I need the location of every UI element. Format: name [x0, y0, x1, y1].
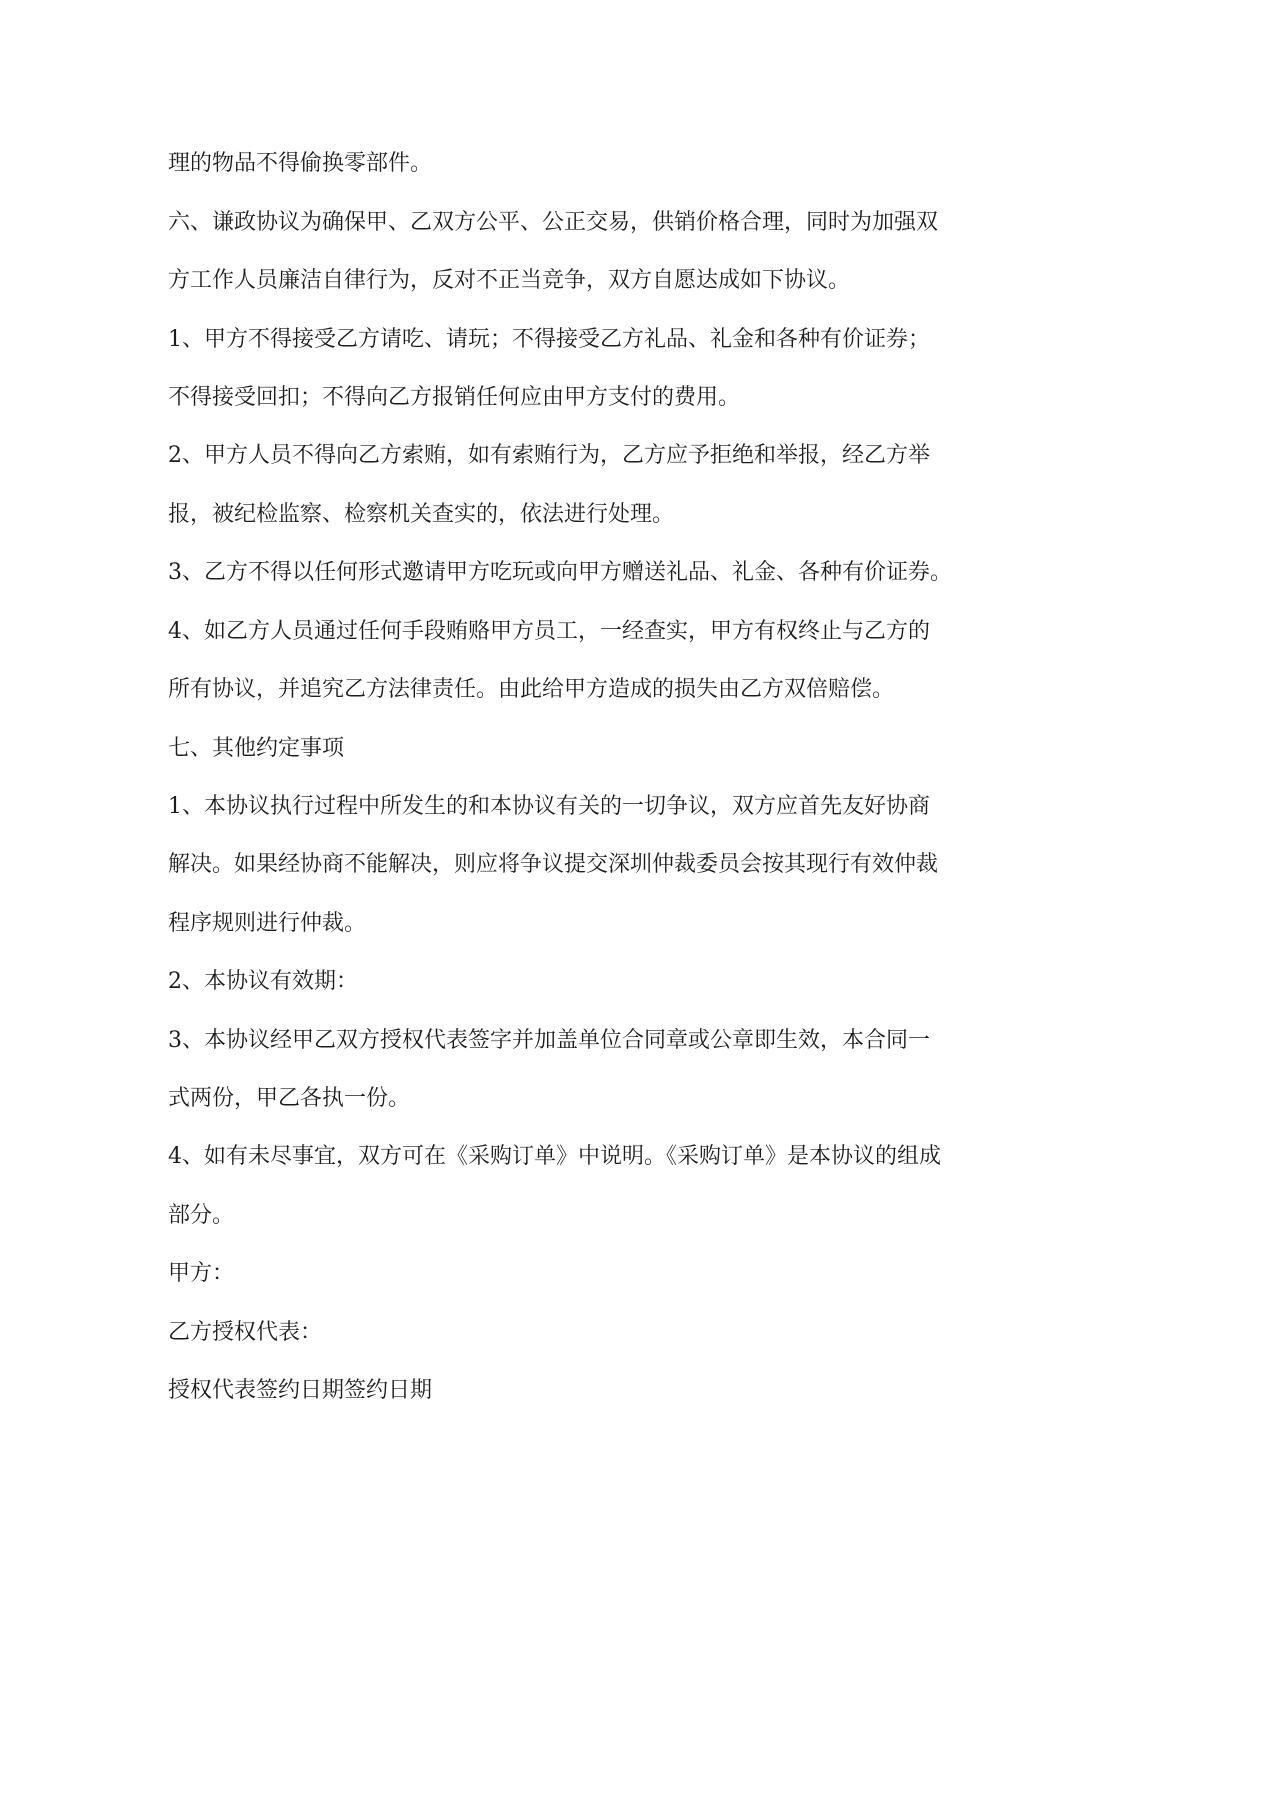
clause-6-4: 4、如乙方人员通过任何手段贿赂甲方员工，一经查实，甲方有权终止与乙方的: [168, 619, 930, 644]
clause-6-1: 1、甲方不得接受乙方请吃、请玩；不得接受乙方礼品、礼金和各种有价证券；: [168, 327, 930, 352]
clause-6-3: 3、乙方不得以任何形式邀请甲方吃玩或向甲方赠送礼品、礼金、各种有价证券。: [168, 560, 952, 585]
party-a-label: 甲方：: [168, 1261, 235, 1286]
clause-6-2: 2、甲方人员不得向乙方索贿，如有索贿行为，乙方应予拒绝和举报，经乙方举: [168, 443, 930, 468]
text-line: 报，被纪检监察、检察机关查实的，依法进行处理。: [168, 502, 675, 527]
clause-7-1: 1、本协议执行过程中所发生的和本协议有关的一切争议，双方应首先友好协商: [168, 794, 930, 819]
signing-date-label: 授权代表签约日期签约日期: [168, 1378, 433, 1403]
party-b-representative-label: 乙方授权代表：: [168, 1320, 323, 1345]
text-line: 理的物品不得偷换零部件。: [168, 151, 433, 176]
text-line: 式两份，甲乙各执一份。: [168, 1086, 411, 1111]
text-line: 方工作人员廉洁自律行为，反对不正当竞争，双方自愿达成如下协议。: [168, 268, 851, 293]
text-line: 解决。如果经协商不能解决，则应将争议提交深圳仲裁委员会按其现行有效仲裁: [168, 852, 939, 877]
section-seven-heading: 七、其他约定事项: [168, 736, 345, 761]
text-line: 不得接受回扣；不得向乙方报销任何应由甲方支付的费用。: [168, 385, 741, 410]
section-six-heading: 六、谦政协议为确保甲、乙双方公平、公正交易，供销价格合理，同时为加强双: [168, 210, 939, 235]
clause-7-2: 2、本协议有效期：: [168, 969, 358, 994]
clause-7-3: 3、本协议经甲乙双方授权代表签字并加盖单位合同章或公章即生效，本合同一: [168, 1028, 930, 1053]
clause-7-4: 4、如有未尽事宜，双方可在《采购订单》中说明。《采购订单》是本协议的组成: [168, 1144, 941, 1169]
text-line: 部分。: [168, 1203, 235, 1228]
text-line: 程序规则进行仲裁。: [168, 911, 367, 936]
text-line: 所有协议，并追究乙方法律责任。由此给甲方造成的损失由乙方双倍赔偿。: [168, 677, 895, 702]
